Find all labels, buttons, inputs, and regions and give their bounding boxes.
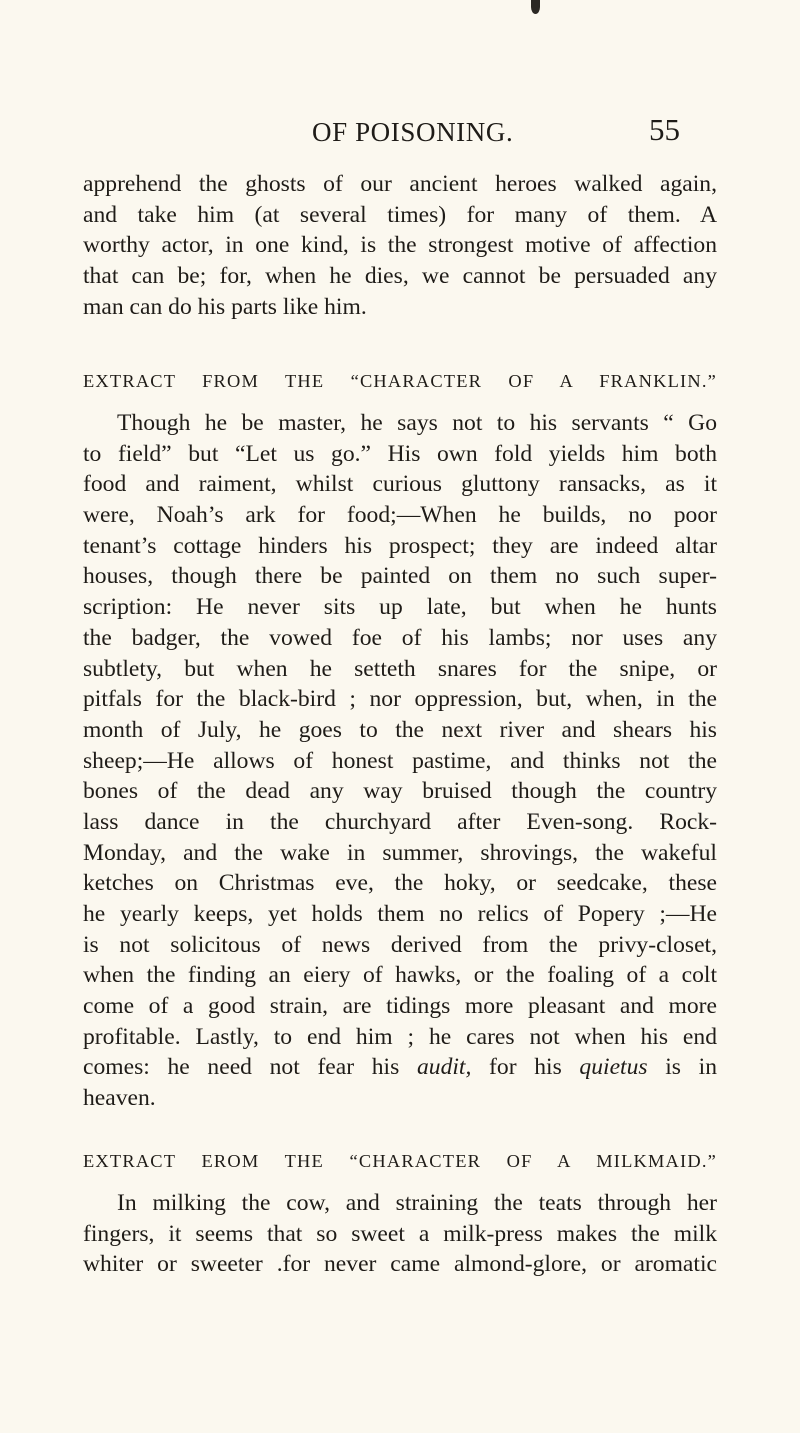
- text-line: pitfals for the black-bird ; nor oppression, but, when, in the: [83, 686, 717, 713]
- section-heading-franklin: EXTRACT FROM THE “CHARACTER OF A FRANKLIN.”: [83, 371, 717, 391]
- text-line: lass dance in the churchyard after Even-song. Rock-: [83, 808, 717, 835]
- text-line: were, Noah’s ark for food;—When he builds, no poor: [83, 502, 717, 529]
- paragraph-milkmaid: [83, 1188, 717, 1280]
- italic-word-audit: audit,: [416, 1054, 472, 1081]
- text-line: sheep;—He allows of honest pastime, and thinks not the: [83, 747, 717, 774]
- page-number: 55: [649, 112, 680, 147]
- text-line: ketches on Christmas eve, the hoky, or seedcake, these: [83, 870, 717, 897]
- text-line: Monday, and the wake in summer, shrovings, the wakeful: [83, 839, 717, 866]
- text-line: apprehend the ghosts of our ancient heroes walked again,: [83, 171, 717, 197]
- text-line: worthy actor, in one kind, is the strongest motive of affection: [83, 232, 717, 259]
- text-line: is not solicitous of news derived from the privy-closet,: [83, 931, 717, 958]
- text-line: to field” but “Let us go.” His own fold yields him both: [83, 440, 717, 467]
- text-line: and take him (at several times) for many of them. A: [83, 201, 717, 228]
- text-run: is in: [647, 1054, 717, 1081]
- text-line: tenant’s cottage hinders his prospect; they are indeed altar: [83, 532, 717, 559]
- text-line: the badger, the vowed foe of his lambs; nor uses any: [83, 624, 717, 651]
- text-line: bones of the dead any way bruised though the country: [83, 778, 717, 805]
- text-line: food and raiment, whilst curious gluttony ransacks, as it: [83, 471, 717, 498]
- text-line: whiter or sweeter .for never came almond-glore, or aromatic: [83, 1251, 717, 1278]
- italic-word-quietus: quietus: [579, 1054, 648, 1081]
- text-line: when the finding an eiery of hawks, or the foaling of a colt: [83, 962, 717, 989]
- ink-speck: [531, 0, 540, 14]
- text-line: subtlety, but when he setteth snares for the snipe, or: [83, 655, 717, 682]
- text-line: In milking the cow, and straining the teats through her: [117, 1190, 717, 1216]
- running-head: [0, 112, 800, 156]
- text-line: come of a good strain, are tidings more pleasant and more: [83, 993, 717, 1020]
- text-line: he yearly keeps, yet holds them no relics of Popery ;—He: [83, 901, 717, 927]
- text-run: comes: he need not fear his: [83, 1054, 417, 1081]
- paragraph-continued: [83, 169, 717, 322]
- running-title: OF POISONING.: [312, 117, 514, 147]
- text-line: houses, though there be painted on them no such super-: [83, 563, 717, 590]
- text-line: month of July, he goes to the next river and shears his: [83, 716, 717, 743]
- text-line: profitable. Lastly, to end him ; he cares not when his end: [83, 1023, 717, 1050]
- text-line: heaven.: [83, 1085, 156, 1112]
- text-line: scription: He never sits up late, but when he hunts: [83, 594, 717, 621]
- text-line: that can be; for, when he dies, we cannot be persuaded any: [83, 263, 717, 290]
- text-line-with-italics: [83, 1052, 717, 1083]
- text-line: Though he be master, he says not to his servants “ Go: [117, 410, 717, 436]
- text-line: man can do his parts like him.: [83, 293, 367, 320]
- paragraph-franklin: [83, 408, 717, 1114]
- text-line: fingers, it seems that so sweet a milk-press makes the milk: [83, 1220, 717, 1247]
- section-heading-milkmaid: EXTRACT EROM THE “CHARACTER OF A MILKMAID.”: [83, 1151, 717, 1171]
- text-run: for his: [471, 1054, 580, 1081]
